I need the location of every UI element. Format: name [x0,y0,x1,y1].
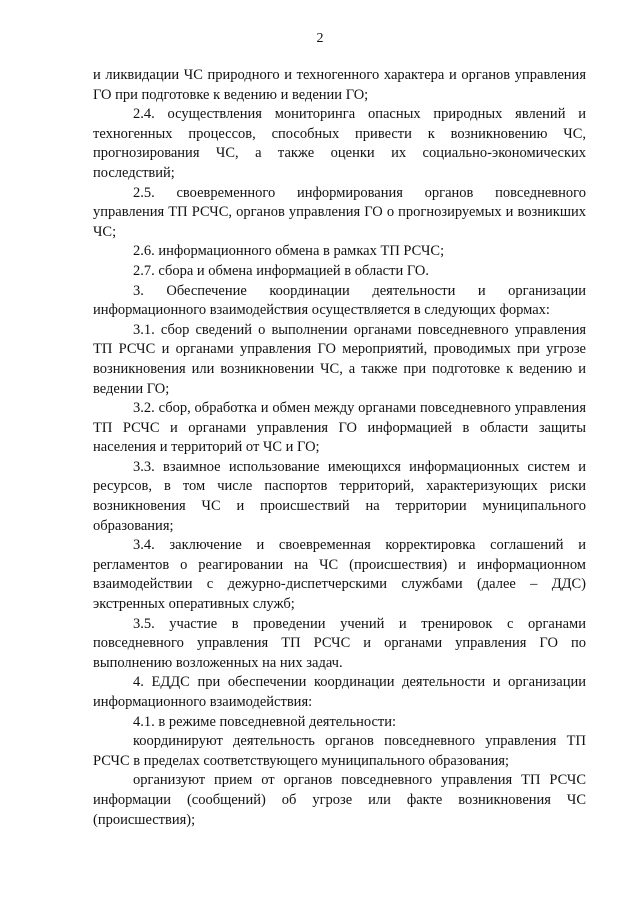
paragraph: 2.6. информационного обмена в рамках ТП РСЧС; [133,243,445,260]
page-number: 2 [316,31,324,46]
paragraph: 4.1. в режиме повседневной деятельности: [133,713,397,730]
paragraph: 3.5. участие в проведении учений и тренировок с органами повседневного управления ТП РСЧС и органами управления ГО по выполнению возложенных на них задач. [93,615,586,671]
paragraph: организуют прием от органов повседневного управления ТП РСЧС информации (сообщений) об угрозе или факте возникновения ЧС (происшествия); [93,772,586,828]
paragraph: 4. ЕДДС при обеспечении координации деятельности и организации информационного взаимодействия: [93,674,586,710]
paragraph: 2.5. своевременного информирования органов повседневного управления ТП РСЧС, органов управления ГО о прогнозируемых и возникших ЧС; [93,184,586,240]
paragraph: 3.3. взаимное использование имеющихся информационных систем и ресурсов, в том числе паспортов территорий, характеризующих риски возникновения ЧС и происшествий на территории муниципального образования; [93,458,586,534]
paragraph: 2.4. осуществления мониторинга опасных природных явлений и техногенных процессов, способных привести к возникновению ЧС, прогнозирования ЧС, а также оценки их социально-экономических последствий; [93,106,586,181]
paragraph: 3. Обеспечение координации деятельности и организации информационного взаимодействия осуществляется в следующих формах: [93,282,586,319]
paragraph: 3.2. сбор, обработка и обмен между органами повседневного управления ТП РСЧС и органами управления ГО информацией в области защиты населения и территорий от ЧС и ГО; [93,400,586,456]
paragraph: координируют деятельность органов повседневного управления ТП РСЧС в пределах соответствующего муниципального образования; [93,733,586,769]
paragraph: и ликвидации ЧС природного и техногенного характера и органов управления ГО при подготовке к ведению и ведении ГО; [93,67,586,103]
paragraph: 3.4. заключение и своевременная корректировка соглашений и регламентов о реагировании на ЧС (происшествия) и информационном взаимодействии с дежурно-диспетчерскими службами (далее – ДДС) экстренных оперативных служб; [93,537,586,613]
paragraph: 2.7. сбора и обмена информацией в области ГО. [133,262,429,279]
paragraph: 3.1. сбор сведений о выполнении органами повседневного управления ТП РСЧС и органами управления ГО мероприятий, проводимых при угрозе возникновения или возникновении ЧС, а также при подготовке к ведению и ведении ГО; [93,321,586,397]
document-body [93,66,586,830]
